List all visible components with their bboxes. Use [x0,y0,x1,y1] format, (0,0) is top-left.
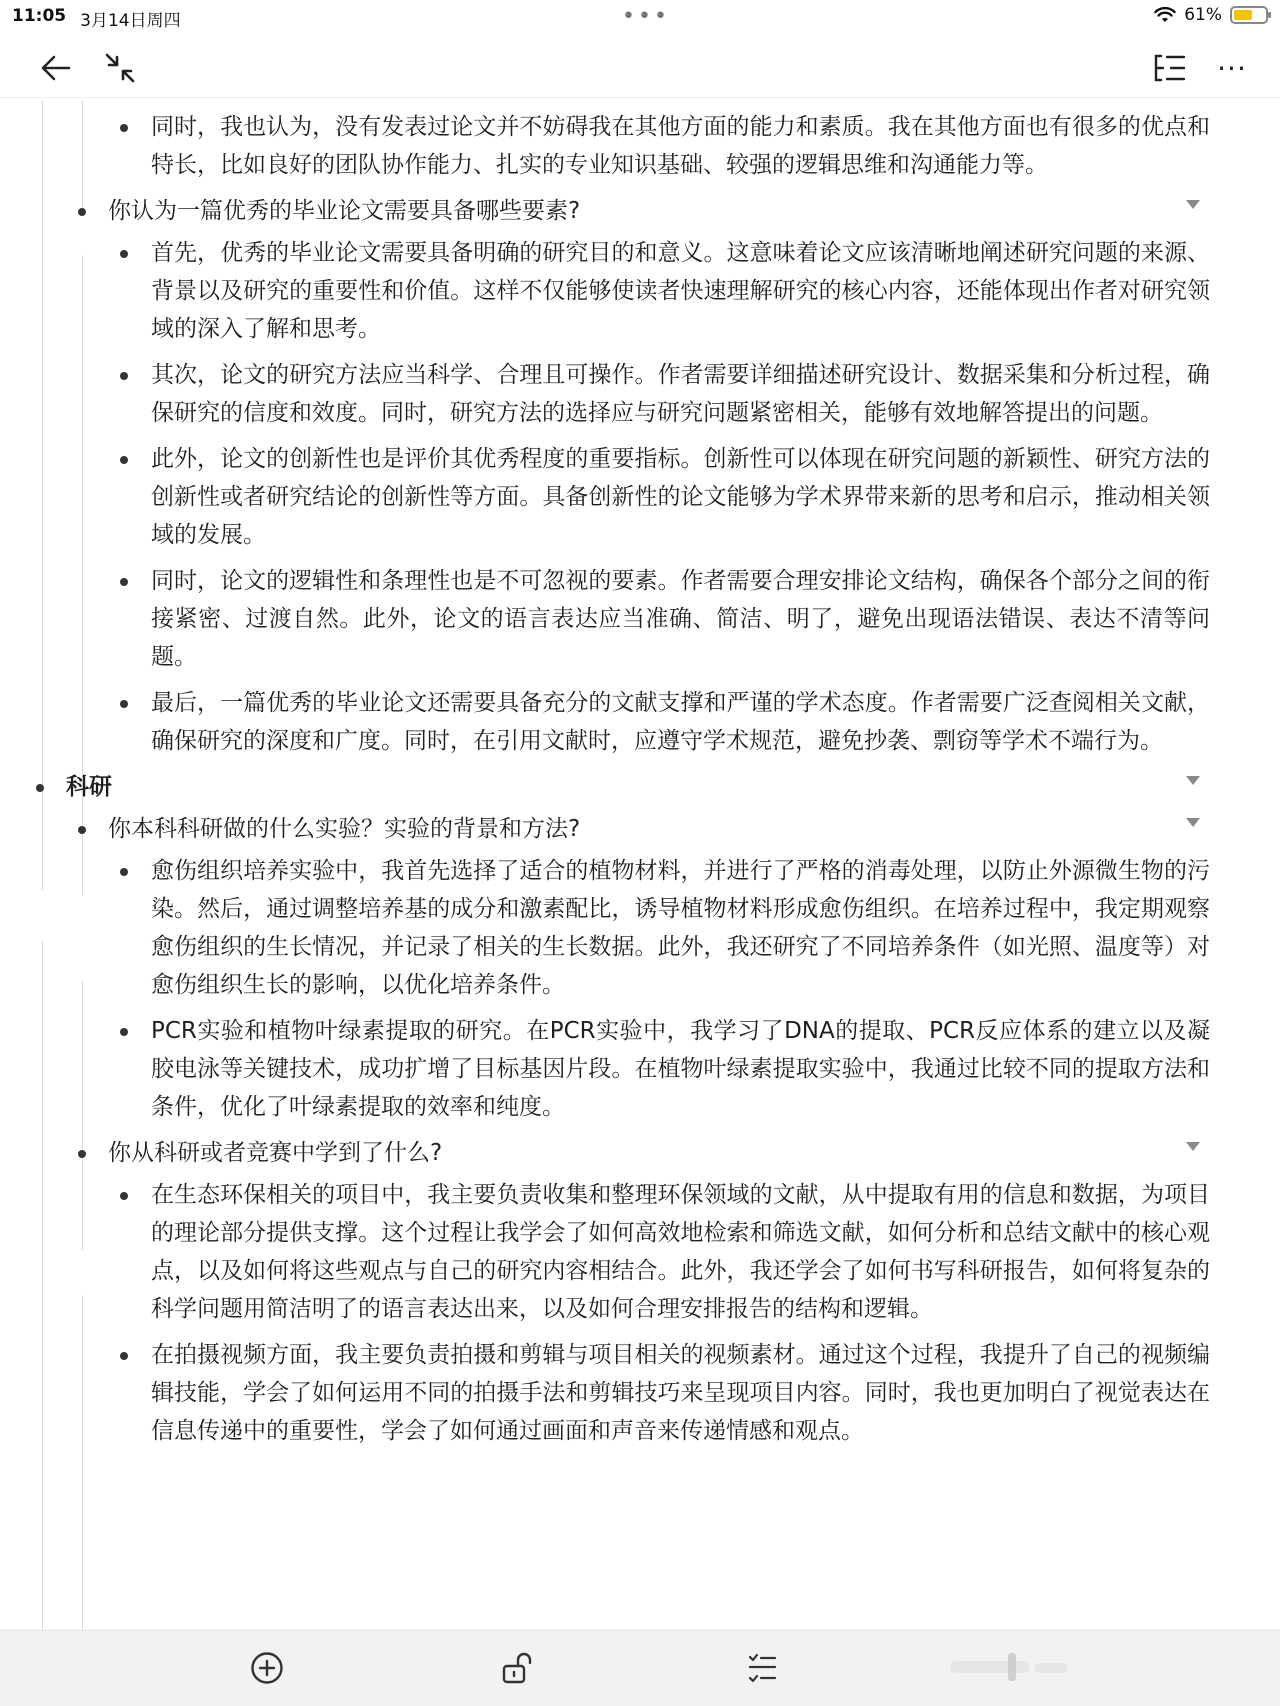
node-text[interactable]: 其次，论文的研究方法应当科学、合理且可操作。作者需要详细描述研究设计、数据采集和分析过程，确保研究的信度和效度。同时，研究方法的选择应与研究问题紧密相关，能够有效地解答提出的问题。 [151,362,1210,426]
collapse-caret-icon[interactable] [1186,776,1200,785]
collapse-caret-icon[interactable] [1186,1142,1200,1151]
bullet-dot[interactable] [120,124,128,132]
bullet-dot[interactable] [120,372,128,380]
node-text[interactable]: 最后，一篇优秀的毕业论文还需要具备充分的文献支撑和严谨的学术态度。作者需要广泛查阅相关文献，确保研究的深度和广度。同时，在引用文献时，应遵守学术规范，避免抄袭、剽窃等学术不端行为。 [151,690,1210,754]
node-text[interactable]: 首先，优秀的毕业论文需要具备明确的研究目的和意义。这意味着论文应该清晰地阐述研究问题的来源、背景以及研究的重要性和价值。这样不仅能够使读者快速理解研究的核心内容，还能体现出作者对研究领域的深入了解和思考。 [151,240,1210,342]
checklist-icon [747,1653,779,1683]
bullet-dot[interactable] [78,208,86,216]
outline-node[interactable] [0,1176,1210,1328]
outline-node[interactable] [0,1336,1210,1450]
outline-node[interactable] [0,356,1210,432]
bullet-dot[interactable] [120,700,128,708]
multitask-dots[interactable]: ••• [622,4,670,29]
battery-percent: 61% [1184,5,1222,25]
outline-node-question[interactable] [0,1134,1210,1172]
arrow-left-icon [41,55,71,81]
unlock-icon [501,1651,533,1685]
outline-button[interactable] [1148,46,1192,90]
bottom-toolbar [0,1630,1280,1706]
node-text[interactable]: 此外，论文的创新性也是评价其优秀程度的重要指标。创新性可以体现在研究问题的新颖性、研究方法的创新性或者研究结论的创新性等方面。具备创新性的论文能够为学术界带来新的思考和启示，推动相关领域的发展。 [151,446,1210,548]
watermark-logo [950,1653,1070,1683]
back-button[interactable] [34,46,78,90]
outline-node-section[interactable] [0,768,1210,806]
status-left [12,6,181,31]
node-text[interactable]: PCR实验和植物叶绿素提取的研究。在PCR实验中，我学习了DNA的提取、PCR反应体系的建立以及凝胶电泳等关键技术，成功扩增了目标基因片段。在植物叶绿素提取实验中，我通过比较不同的提取方法和条件，优化了叶绿素提取的效率和纯度。 [151,1018,1210,1120]
outline-node[interactable] [0,562,1210,676]
bullet-dot[interactable] [120,1352,128,1360]
bullet-dot[interactable] [120,250,128,258]
node-text[interactable]: 同时，我也认为，没有发表过论文并不妨碍我在其他方面的能力和素质。我在其他方面也有很多的优点和特长，比如良好的团队协作能力、扎实的专业知识基础、较强的逻辑思维和沟通能力等。 [151,114,1210,178]
node-text[interactable]: 在生态环保相关的项目中，我主要负责收集和整理环保领域的文献，从中提取有用的信息和数据，为项目的理论部分提供支撑。这个过程让我学会了如何高效地检索和筛选文献，如何分析和总结文献中的核心观点，以及如何将这些观点与自己的研究内容相结合。此外，我还学会了如何书写科研报告，如何将复杂的科学问题用简洁明了的语言表达出来，以及如何合理安排报告的结构和逻辑。 [151,1182,1210,1322]
outline-node[interactable] [0,1012,1210,1126]
node-text[interactable]: 在拍摄视频方面，我主要负责拍摄和剪辑与项目相关的视频素材。通过这个过程，我提升了自己的视频编辑技能，学会了如何运用不同的拍摄手法和剪辑技巧来呈现项目内容。同时，我也更加明白了视觉表达在信息传递中的重要性，学会了如何通过画面和声音来传递情感和观点。 [151,1342,1210,1444]
status-date: 3月14日周四 [80,11,181,31]
outline-content [0,100,1280,1630]
bullet-dot[interactable] [120,1028,128,1036]
node-text[interactable]: 愈伤组织培养实验中，我首先选择了适合的植物材料，并进行了严格的消毒处理，以防止外源微生物的污染。然后，通过调整培养基的成分和激素配比，诱导植物材料形成愈伤组织。在培养过程中，我定期观察愈伤组织的生长情况，并记录了相关的生长数据。此外，我还研究了不同培养条件（如光照、温度等）对愈伤组织生长的影响，以优化培养条件。 [151,858,1210,998]
wifi-icon [1154,6,1176,24]
outline-node[interactable] [0,108,1210,184]
battery-icon [1230,6,1268,24]
outline-node-question[interactable] [0,810,1210,848]
collapse-button[interactable] [98,46,142,90]
bullet-dot[interactable] [78,1150,86,1158]
more-button[interactable]: ··· [1217,51,1247,85]
section-title[interactable]: 科研 [66,774,112,800]
collapse-caret-icon[interactable] [1186,818,1200,827]
node-text[interactable]: 你从科研或者竞赛中学到了什么? [108,1140,443,1166]
status-bar [0,0,1280,32]
collapse-caret-icon[interactable] [1186,200,1200,209]
status-right [1154,5,1268,25]
plus-circle-icon [250,1651,284,1685]
bullet-dot[interactable] [78,826,86,834]
outline-node[interactable] [0,234,1210,348]
bullet-dot[interactable] [120,1192,128,1200]
add-node-button[interactable] [244,1645,290,1691]
top-toolbar [0,34,1280,98]
outline-node[interactable] [0,684,1210,760]
bullet-dot[interactable] [120,456,128,464]
bullet-dot[interactable] [120,578,128,586]
bullet-dot[interactable] [120,868,128,876]
status-time: 11:05 [12,6,67,26]
collapse-arrows-icon [103,51,137,85]
bullet-dot[interactable] [36,784,44,792]
lock-button[interactable] [494,1645,540,1691]
node-text[interactable]: 同时，论文的逻辑性和条理性也是不可忽视的要素。作者需要合理安排论文结构，确保各个部分之间的衔接紧密、过渡自然。此外，论文的语言表达应当准确、简洁、明了，避免出现语法错误、表达不清等问题。 [151,568,1210,670]
outline-node[interactable] [0,440,1210,554]
outline-node-question[interactable] [0,192,1210,230]
list-format-button[interactable] [740,1645,786,1691]
outline-node[interactable] [0,852,1210,1004]
node-text[interactable]: 你认为一篇优秀的毕业论文需要具备哪些要素? [108,198,581,224]
node-text[interactable]: 你本科科研做的什么实验？实验的背景和方法? [108,816,581,842]
outline-list-icon [1153,53,1187,83]
